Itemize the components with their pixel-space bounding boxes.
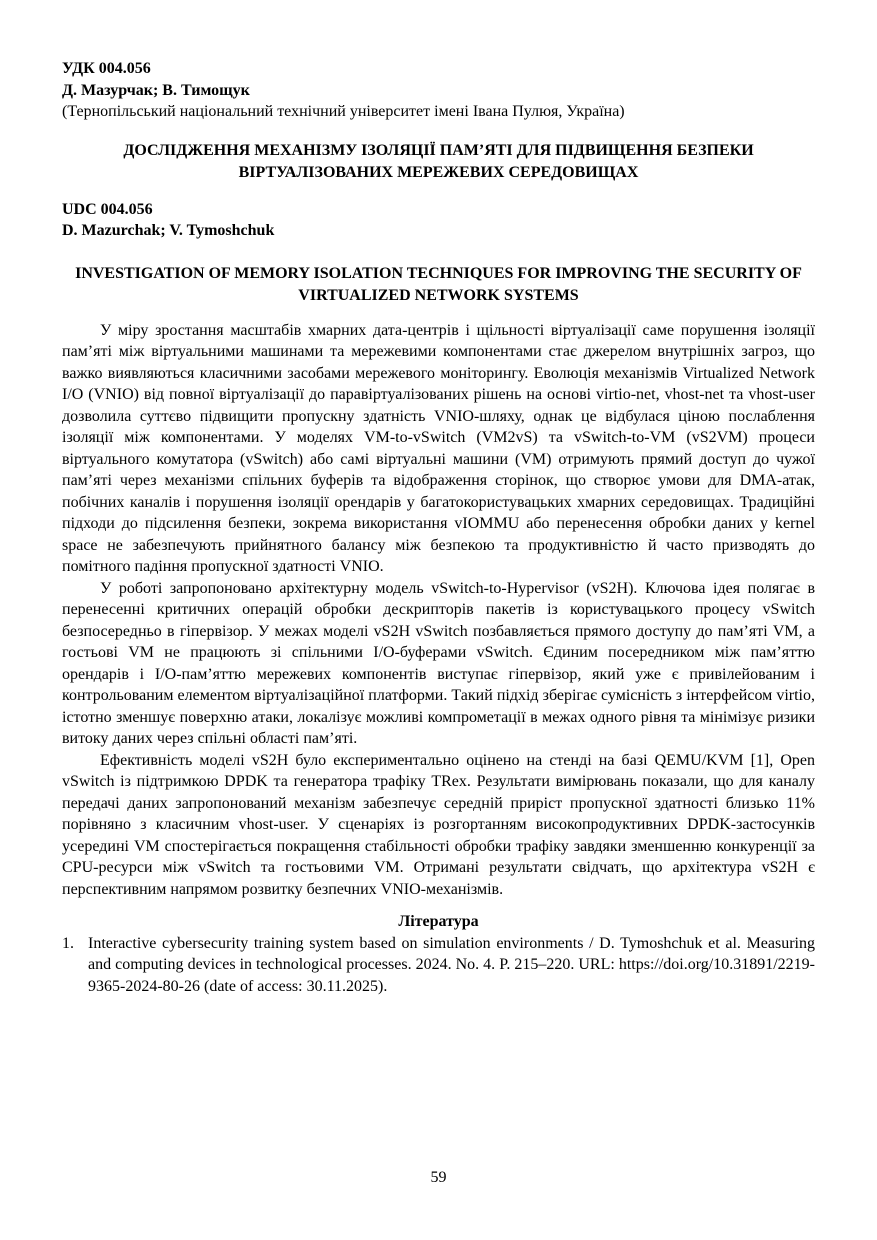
reference-text: Interactive cybersecurity training system based on simulation environments / D. Tymoshchuk et al. Measuring and computing devices in technological processes. 2024. No. 4. P. 215–220. URL: https://doi.org/10.31891/2219-9365-2024-80-26 (date of access: 30.11.2025). xyxy=(88,934,815,995)
page-number: 59 xyxy=(430,1168,447,1186)
authors-ua: Д. Мазурчак; В. Тимощук xyxy=(62,81,250,99)
abstract-paragraph-2: У роботі запропоновано архітектурну модель vSwitch-to-Hypervisor (vS2H). Ключова ідея полягає в перенесенні критичних операцій обробки дескрипторів пакетів із користувацького процесу vSwitch безпосередньо в гіпервізор. У межах моделі vS2H vSwitch позбавляється прямого доступу до пам’яті VM, а гостьові VM не працюють зі спільними I/O-буферами vSwitch. Єдиним посередником між пам’яттю орендарів і I/O-пам’яттю мережевих компонентів виступає гіпервізор, який уже є привілейованим і контрольованим елементом віртуалізаційної платформи. Такий підхід зберігає сумісність з інтерфейсом virtio, істотно зменшує поверхню атаки, локалізує можливі компрометації в межах одного рівня та мінімізує ризики витоку даних через спільні області пам’яті. xyxy=(62,579,815,747)
reference-number: 1. xyxy=(62,934,74,952)
affiliation-ua: (Тернопільський національний технічний університет імені Івана Пулюя, Україна) xyxy=(62,103,625,120)
udk-code: УДК 004.056 xyxy=(62,60,151,77)
references-heading: Література xyxy=(398,913,479,930)
paper-title-ua: ДОСЛІДЖЕННЯ МЕХАНІЗМУ ІЗОЛЯЦІЇ ПАМ’ЯТІ ДЛЯ ПІДВИЩЕННЯ БЕЗПЕКИ ВІРТУАЛІЗОВАНИХ МЕРЕЖЕВИХ СЕРЕДОВИЩАХ xyxy=(123,141,754,181)
abstract-body xyxy=(62,320,815,901)
paper-title-en: INVESTIGATION OF MEMORY ISOLATION TECHNIQUES FOR IMPROVING THE SECURITY OF VIRTUALIZED NETWORK SYSTEMS xyxy=(75,264,802,304)
authors-en: D. Mazurchak; V. Tymoshchuk xyxy=(62,222,275,239)
references-list xyxy=(62,933,815,998)
abstract-paragraph-3: Ефективність моделі vS2H було експериментально оцінено на стенді на базі QEMU/KVM [1], Open vSwitch із підтримкою DPDK та генератора трафіку TRex. Результати вимірювань показали, що для каналу передачі даних запропонований механізм забезпечує середній приріст пропускної здатності близько 11% порівняно з класичним vhost-user. У сценаріях із розгортанням високопродуктивних DPDK-застосунків усередині VM спостерігається покращення стабільності обробки трафіку завдяки зменшенню конкуренції за CPU-ресурси між vSwitch та гостьовими VM. Отримані результати свідчать, що архітектура vS2H є перспективним напрямом розвитку безпечних VNIO-механізмів. xyxy=(62,751,815,898)
abstract-paragraph-1: У міру зростання масштабів хмарних дата-центрів і щільності віртуалізації саме порушення ізоляції пам’яті між віртуальними машинами та мережевими компонентами стає джерелом внутрішніх загроз, що важко виявляються класичними засобами мережевого моніторингу. Еволюція механізмів Virtualized Network I/O (VNIO) від повної віртуалізації до паравіртуалізованих рішень на основі virtio-net, vhost-net та vhost-user дозволила суттєво підвищити пропускну здатність VNIO-шляху, однак це відбулася ціною послаблення ізоляції між компонентами. У моделях VM-to-vSwitch (VM2vS) та vSwitch-to-VM (vS2VM) процеси віртуального комутатора (vSwitch) або самі віртуальні машини (VM) отримують прямий доступ до чужої пам’яті через механізми спільних буферів та відображення сторінок, що створює умови для DMA-атак, побічних каналів і порушення ізоляції орендарів у багатокористувацьких хмарних середовищах. Традиційні підходи до підсилення безпеки, зокрема використання vIOMMU або перенесення обробки даних у kernel space не забезпечують прийнятного балансу між безпекою та продуктивністю й часто призводять до помітного падіння пропускної здатності VNIO. xyxy=(62,321,815,575)
udc-code: UDC 004.056 xyxy=(62,200,153,218)
reference-item xyxy=(62,933,815,998)
